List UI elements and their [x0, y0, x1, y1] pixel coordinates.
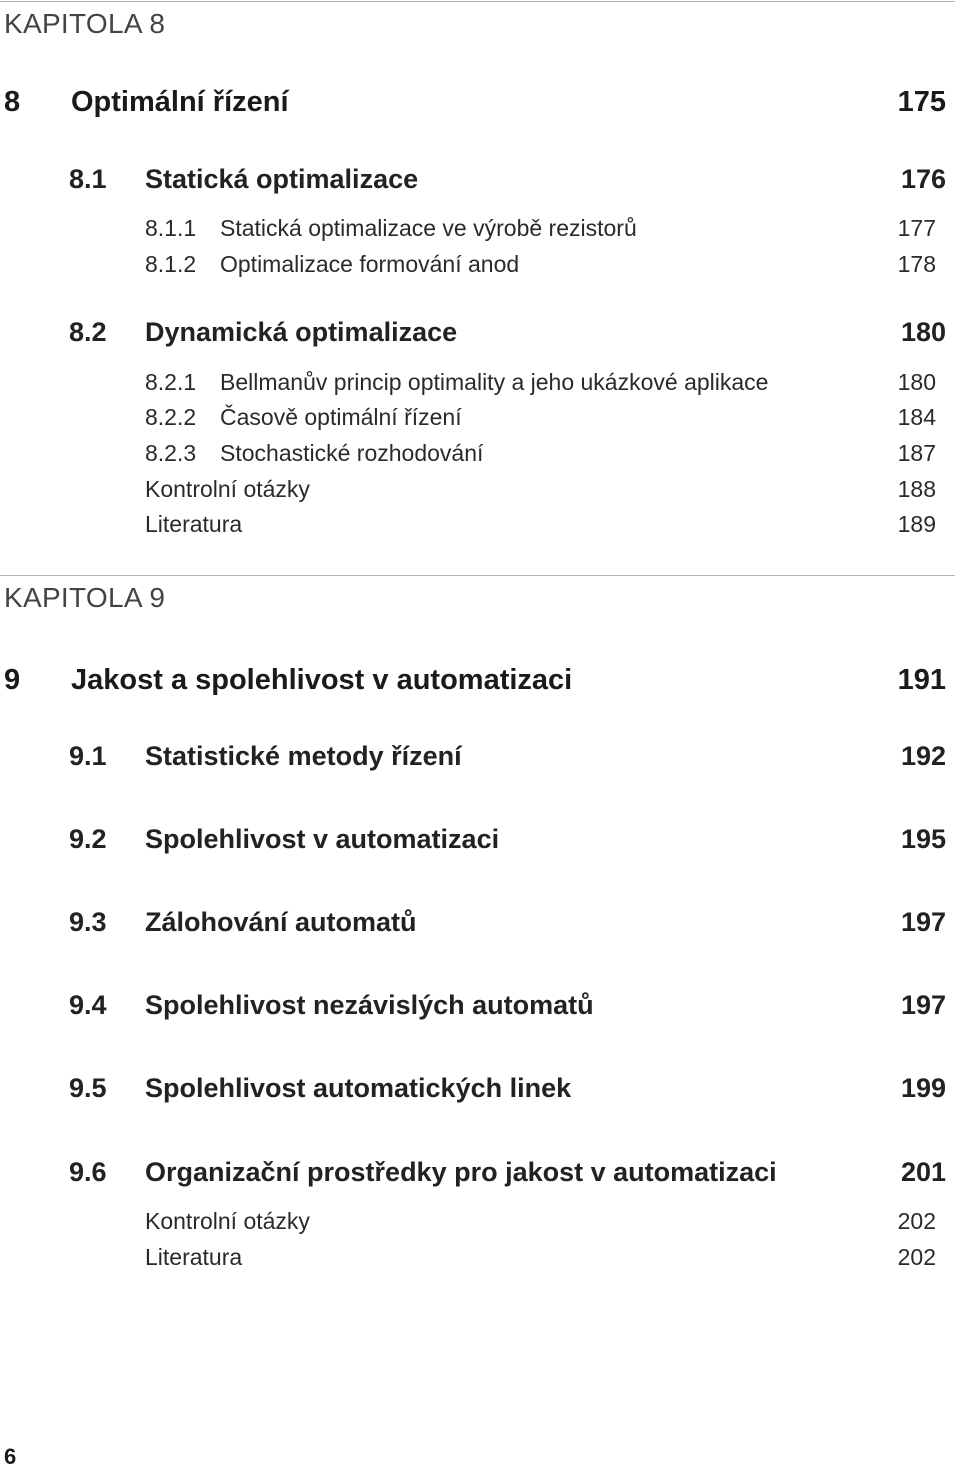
section-page: 201	[900, 1157, 946, 1187]
section-title[interactable]: Spolehlivost v automatizaci	[145, 824, 500, 854]
section-number: 9.4	[69, 990, 107, 1020]
section-title[interactable]: Zálohování automatů	[145, 907, 417, 937]
section-title[interactable]: Spolehlivost automatických linek	[145, 1073, 572, 1103]
subsection-title[interactable]: Optimalizace formování anod	[220, 251, 520, 277]
review-questions-title[interactable]: Kontrolní otázky	[145, 476, 310, 502]
chapter-page: 191	[897, 664, 946, 696]
subsection-number: 8.2.2	[145, 404, 197, 430]
review-questions-page: 188	[897, 476, 936, 502]
subsection-number: 8.2.1	[145, 369, 197, 395]
section-page: 195	[900, 824, 946, 854]
page-number: 6	[4, 1444, 17, 1469]
chapter-page: 175	[897, 86, 946, 118]
subsection-number: 8.2.3	[145, 440, 197, 466]
chapter-title[interactable]: Optimální řízení	[71, 86, 289, 118]
section-page: 197	[900, 907, 946, 937]
literature-page: 189	[897, 511, 936, 537]
section-title[interactable]: Statická optimalizace	[145, 164, 419, 194]
subsection-page: 177	[897, 215, 936, 241]
literature-page: 202	[897, 1244, 936, 1270]
section-number: 9.6	[69, 1157, 107, 1187]
chapter-divider	[0, 575, 955, 576]
section-number: 9.2	[69, 824, 107, 854]
subsection-number: 8.1.2	[145, 251, 197, 277]
subsection-title[interactable]: Statická optimalizace ve výrobě rezistorů	[220, 215, 637, 241]
section-number: 9.5	[69, 1073, 107, 1103]
section-page: 192	[900, 741, 946, 771]
subsection-page: 180	[897, 369, 936, 395]
subsection-page: 187	[897, 440, 936, 466]
section-title[interactable]: Organizační prostředky pro jakost v automatizaci	[145, 1157, 777, 1187]
section-title[interactable]: Dynamická optimalizace	[145, 317, 458, 347]
section-number: 9.1	[69, 741, 107, 771]
top-divider	[0, 1, 955, 2]
subsection-page: 178	[897, 251, 936, 277]
chapter-number: 9	[4, 664, 21, 696]
review-questions-page: 202	[897, 1208, 936, 1234]
section-page: 180	[900, 317, 946, 347]
subsection-page: 184	[897, 404, 936, 430]
section-page: 199	[900, 1073, 946, 1103]
subsection-number: 8.1.1	[145, 215, 197, 241]
literature-title[interactable]: Literatura	[145, 1244, 243, 1270]
section-page: 176	[900, 164, 946, 194]
chapter-number: 8	[4, 86, 21, 118]
chapter-label: KAPITOLA 8	[4, 8, 166, 39]
subsection-title[interactable]: Stochastické rozhodování	[220, 440, 484, 466]
section-page: 197	[900, 990, 946, 1020]
chapter-label: KAPITOLA 9	[4, 582, 166, 613]
section-title[interactable]: Spolehlivost nezávislých automatů	[145, 990, 594, 1020]
chapter-title[interactable]: Jakost a spolehlivost v automatizaci	[71, 664, 573, 696]
section-number: 9.3	[69, 907, 107, 937]
section-number: 8.2	[69, 317, 107, 347]
subsection-title[interactable]: Časově optimální řízení	[220, 404, 462, 430]
section-title[interactable]: Statistické metody řízení	[145, 741, 462, 771]
review-questions-title[interactable]: Kontrolní otázky	[145, 1208, 310, 1234]
literature-title[interactable]: Literatura	[145, 511, 243, 537]
subsection-title[interactable]: Bellmanův princip optimality a jeho ukázkové aplikace	[220, 369, 769, 395]
section-number: 8.1	[69, 164, 107, 194]
